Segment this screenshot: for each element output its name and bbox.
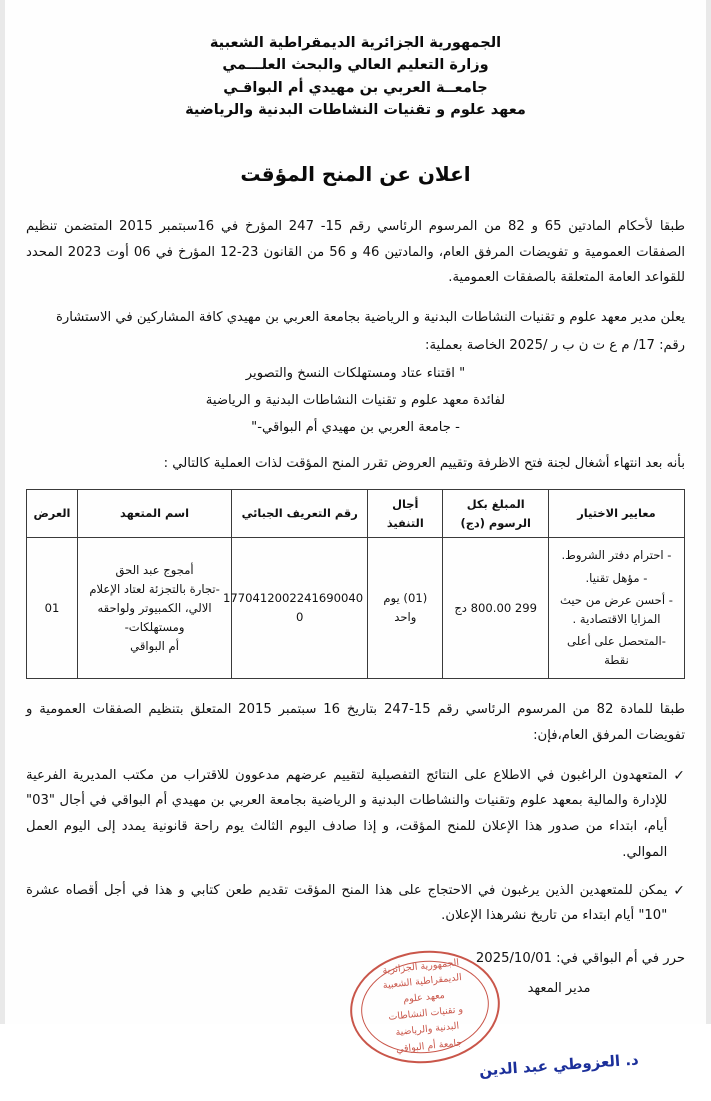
th-supplier: اسم المتعهد	[77, 489, 231, 538]
check-icon: ✓	[673, 882, 685, 899]
cell-offer-number: 01	[27, 538, 78, 679]
header-line-university: جامعــة العربي بن مهيدي أم البواقـي	[223, 79, 488, 96]
th-deadline: أجال التنفيذ	[368, 489, 443, 538]
th-tax-id: رقم التعريف الجبائي	[232, 489, 368, 538]
supplier-line-5: أم البواقي	[130, 639, 179, 654]
th-offer-num: العرض	[27, 489, 78, 538]
handwritten-signature: د. العزوطي عبد الدين	[478, 1050, 640, 1081]
cell-amount: 299 800.00 دج	[443, 538, 549, 679]
paragraph-object: " اقتناء عتاد ومستهلكات النسخ والتصوير	[245, 365, 466, 381]
scan-edge-right	[706, 0, 711, 1024]
signature-block	[479, 977, 639, 1079]
supplier-line-1: أمجوج عبد الحق	[115, 562, 194, 577]
stamp-line-4: البدنية والرياضية	[395, 1020, 460, 1039]
stamp-inner	[357, 955, 494, 1060]
header-line-ministry: وزارة التعليم العالي والبحث العلـــمي	[222, 57, 489, 74]
supplier-line-3: الالي، الكمبيوتر ولواحقه	[97, 600, 212, 615]
page-title: اعلان عن المنح المؤقت	[240, 161, 471, 186]
table-header-row	[27, 489, 685, 538]
offers-table	[26, 489, 685, 679]
bullet-item-2	[26, 878, 685, 929]
criteria-item-1: - احترام دفتر الشروط.	[561, 548, 672, 563]
th-amount: المبلغ بكل الرسوم (دج)	[443, 489, 549, 538]
bullet-item-1	[26, 763, 685, 866]
document-footer	[26, 951, 685, 1101]
document-header	[26, 32, 685, 122]
criteria-item-3: - أحسن عرض من حيث المزايا الاقتصادية .	[560, 592, 673, 626]
paragraph-article-82: طبقا للمادة 82 من المرسوم الرئاسي رقم 15-247 بتاريخ 16 سبتمبر 2015 المتعلق بتنظيم الصفقات العمومية و تفويضات المرفق العام،فإن:	[26, 702, 686, 743]
criteria-item-2: - مؤهل تقنيا.	[585, 570, 648, 585]
bullet-text-1: المتعهدون الراغبون في الاطلاع على النتائج التفصيلية لتقييم عرضهم مدعوون للاقتراب من مكتب المديرية الفرعية للإدارة والمالية بمعهد علوم وتقنيات والنشاطات البدنية و الرياضية بجامعة العربي بن مهيدي أم البواقي في أجال "03" أيام، ابتداء من صدور هذا الإعلان للمنح المؤقت، و إذا صادف اليوم الثالث يوم راحة قانونية يمدد إلى اليوم العمل الموالي.	[26, 767, 668, 860]
table-row	[27, 538, 685, 679]
stamp-line-1: الجمهورية الجزائرية الديمقراطية الشعبية	[381, 957, 463, 991]
stamp-line-3: و تقنيات النشاطات	[387, 1004, 464, 1023]
paragraph-legal-basis: طبقا لأحكام المادتين 65 و 82 من المرسوم الرئاسي رقم 15- 247 المؤرخ في 16سبتمبر 2015 المتضمن تنظيم الصفقات العمومية و تفويضات المرفق العام، والمادتين 46 و 56 من القانون 23-12 المؤرخ في 06 أوت 2023 المحدد للقواعد العامة المتعلقة بالصفقات العمومية.	[26, 218, 686, 286]
stamp-line-2: معهد علوم	[402, 989, 446, 1006]
paragraph-beneficiary-2: - جامعة العربي بن مهيدي أم البواقي-"	[251, 420, 460, 436]
cell-supplier	[77, 538, 231, 679]
criteria-item-4: -المتحصل على أعلى نقطة	[567, 633, 666, 668]
cell-criteria	[548, 538, 684, 679]
header-line-country: الجمهورية الجزائرية الديمقراطية الشعبية	[209, 35, 502, 51]
deadline-line-1: (01) يوم	[383, 591, 428, 606]
stamp-line-5: جامعة أم البواقي	[395, 1036, 463, 1055]
paragraph-reference: رقم: 17/ م ع ت ن ب ر /2025 الخاصة بعملية:	[425, 337, 685, 353]
check-icon: ✓	[673, 767, 685, 784]
cell-tax-id: 1770412002241690040 0	[232, 538, 368, 679]
supplier-line-4: ومستهلكات-	[124, 619, 185, 634]
deadline-line-2: واحد	[394, 610, 417, 625]
paragraph-result-intro: بأنه بعد انتهاء أشغال لجنة فتح الاظرفة وتقييم العروض تقرر المنح المؤقت لذات العملية كالتالي :	[163, 456, 685, 472]
signer-title: مدير المعهد	[527, 981, 591, 997]
issue-place-date: حرر في أم البواقي في: 2025/10/01	[475, 951, 685, 967]
scan-edge-left	[0, 0, 5, 1024]
th-criteria: معايير الاختيار	[548, 489, 684, 538]
supplier-line-2: -تجارة بالتجزئة لعتاد الإعلام	[89, 581, 220, 596]
paragraph-announcement: يعلن مدير معهد علوم و تقنيات النشاطات البدنية و الرياضية بجامعة العربي بن مهيدي كافة المشاركين في الاستشارة	[55, 310, 685, 326]
bullet-text-2: يمكن للمتعهدين الذين يرغبون في الاحتجاج على هذا المنح المؤقت تقديم طعن كتابي و هذا في أجل أقصاه عشرة "10" أيام ابتداء من تاريخ نشرهذا الإعلان.	[26, 882, 668, 924]
header-line-institute: معهد علوم و تقنيات النشاطات البدنية والرياضية	[185, 102, 526, 119]
cell-deadline	[368, 538, 443, 679]
paragraph-beneficiary-1: لفائدة معهد علوم و تقنيات النشاطات البدنية و الرياضية	[205, 392, 506, 408]
